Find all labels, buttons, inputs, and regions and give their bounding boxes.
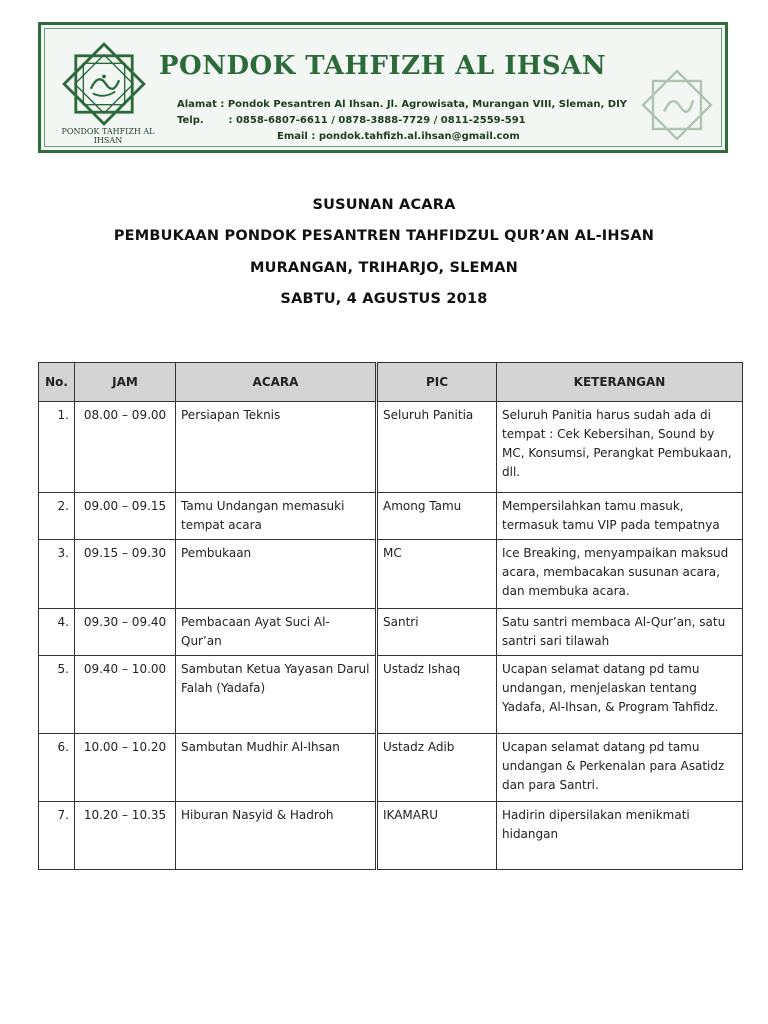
table-row xyxy=(39,656,743,734)
cell-keterangan: Ucapan selamat datang pd tamu undangan, menjelaskan tentang Yadafa, Al-Ihsan, & Program Tahfidz. xyxy=(497,656,743,734)
address-line xyxy=(177,99,627,110)
cell-keterangan: Mempersilahkan tamu masuk, termasuk tamu VIP pada tempatnya xyxy=(497,493,743,540)
table-row xyxy=(39,609,743,656)
cell-keterangan: Hadirin dipersilakan menikmati hidangan xyxy=(497,802,743,870)
org-name: PONDOK TAHFIZH AL IHSAN xyxy=(159,51,607,81)
header-pic: PIC xyxy=(377,363,497,402)
table-row xyxy=(39,802,743,870)
table-row xyxy=(39,493,743,540)
cell-jam: 09.00 – 09.15 xyxy=(75,493,176,540)
address-text: : Pondok Pesantren Al Ihsan. Jl. Agrowisata, Murangan VIII, Sleman, DIY xyxy=(220,99,628,110)
phone-line xyxy=(177,115,526,126)
schedule-table xyxy=(38,362,743,870)
cell-keterangan: Seluruh Panitia harus sudah ada di tempat : Cek Kebersihan, Sound by MC, Konsumsi, Perangkat Pembukaan, dll. xyxy=(497,402,743,493)
header-jam: JAM xyxy=(75,363,176,402)
letterhead xyxy=(38,22,728,153)
table-row xyxy=(39,402,743,493)
cell-pic: Ustadz Ishaq xyxy=(377,656,497,734)
calligraphy-watermark-icon xyxy=(637,65,717,145)
cell-acara: Persiapan Teknis xyxy=(176,402,377,493)
cell-jam: 09.30 – 09.40 xyxy=(75,609,176,656)
header-acara: ACARA xyxy=(176,363,377,402)
cell-pic: Seluruh Panitia xyxy=(377,402,497,493)
cell-no: 3. xyxy=(39,540,75,609)
table-header-row xyxy=(39,363,743,402)
logo-caption: PONDOK TAHFIZH AL IHSAN xyxy=(61,127,155,145)
cell-pic: Santri xyxy=(377,609,497,656)
cell-acara: Pembacaan Ayat Suci Al-Qur’an xyxy=(176,609,377,656)
table-row xyxy=(39,734,743,802)
cell-acara: Hiburan Nasyid & Hadroh xyxy=(176,802,377,870)
cell-jam: 09.15 – 09.30 xyxy=(75,540,176,609)
cell-no: 2. xyxy=(39,493,75,540)
cell-keterangan: Ucapan selamat datang pd tamu undangan & Perkenalan para Asatidz dan para Santri. xyxy=(497,734,743,802)
cell-no: 4. xyxy=(39,609,75,656)
title-line-3: MURANGAN, TRIHARJO, SLEMAN xyxy=(249,260,519,276)
phone-label: Telp. xyxy=(177,115,204,126)
phone-text: : 0858-6807-6611 / 0878-3888-7729 / 0811-2559-591 xyxy=(228,115,526,126)
cell-jam: 08.00 – 09.00 xyxy=(75,402,176,493)
table-row xyxy=(39,540,743,609)
cell-no: 7. xyxy=(39,802,75,870)
cell-pic: MC xyxy=(377,540,497,609)
address-label: Alamat xyxy=(177,99,217,110)
cell-no: 6. xyxy=(39,734,75,802)
cell-jam: 10.00 – 10.20 xyxy=(75,734,176,802)
title-line-1: SUSUNAN ACARA xyxy=(312,197,456,213)
cell-jam: 10.20 – 10.35 xyxy=(75,802,176,870)
cell-no: 5. xyxy=(39,656,75,734)
title-line-4: SABTU, 4 AGUSTUS 2018 xyxy=(280,291,488,307)
cell-jam: 09.40 – 10.00 xyxy=(75,656,176,734)
cell-acara: Sambutan Mudhir Al-Ihsan xyxy=(176,734,377,802)
star-logo-icon xyxy=(57,37,151,131)
email-line: Email : pondok.tahfizh.al.ihsan@gmail.com xyxy=(277,131,520,142)
cell-keterangan: Satu santri membaca Al-Qur’an, satu santri sari tilawah xyxy=(497,609,743,656)
cell-keterangan: Ice Breaking, menyampaikan maksud acara, membacakan susunan acara, dan membuka acara. xyxy=(497,540,743,609)
cell-no: 1. xyxy=(39,402,75,493)
cell-pic: IKAMARU xyxy=(377,802,497,870)
cell-acara: Tamu Undangan memasuki tempat acara xyxy=(176,493,377,540)
cell-pic: Among Tamu xyxy=(377,493,497,540)
title-line-2: PEMBUKAAN PONDOK PESANTREN TAHFIDZUL QUR’AN AL-IHSAN xyxy=(113,228,655,244)
header-keterangan: KETERANGAN xyxy=(497,363,743,402)
cell-pic: Ustadz Adib xyxy=(377,734,497,802)
cell-acara: Sambutan Ketua Yayasan Darul Falah (Yadafa) xyxy=(176,656,377,734)
header-no: No. xyxy=(39,363,75,402)
cell-acara: Pembukaan xyxy=(176,540,377,609)
